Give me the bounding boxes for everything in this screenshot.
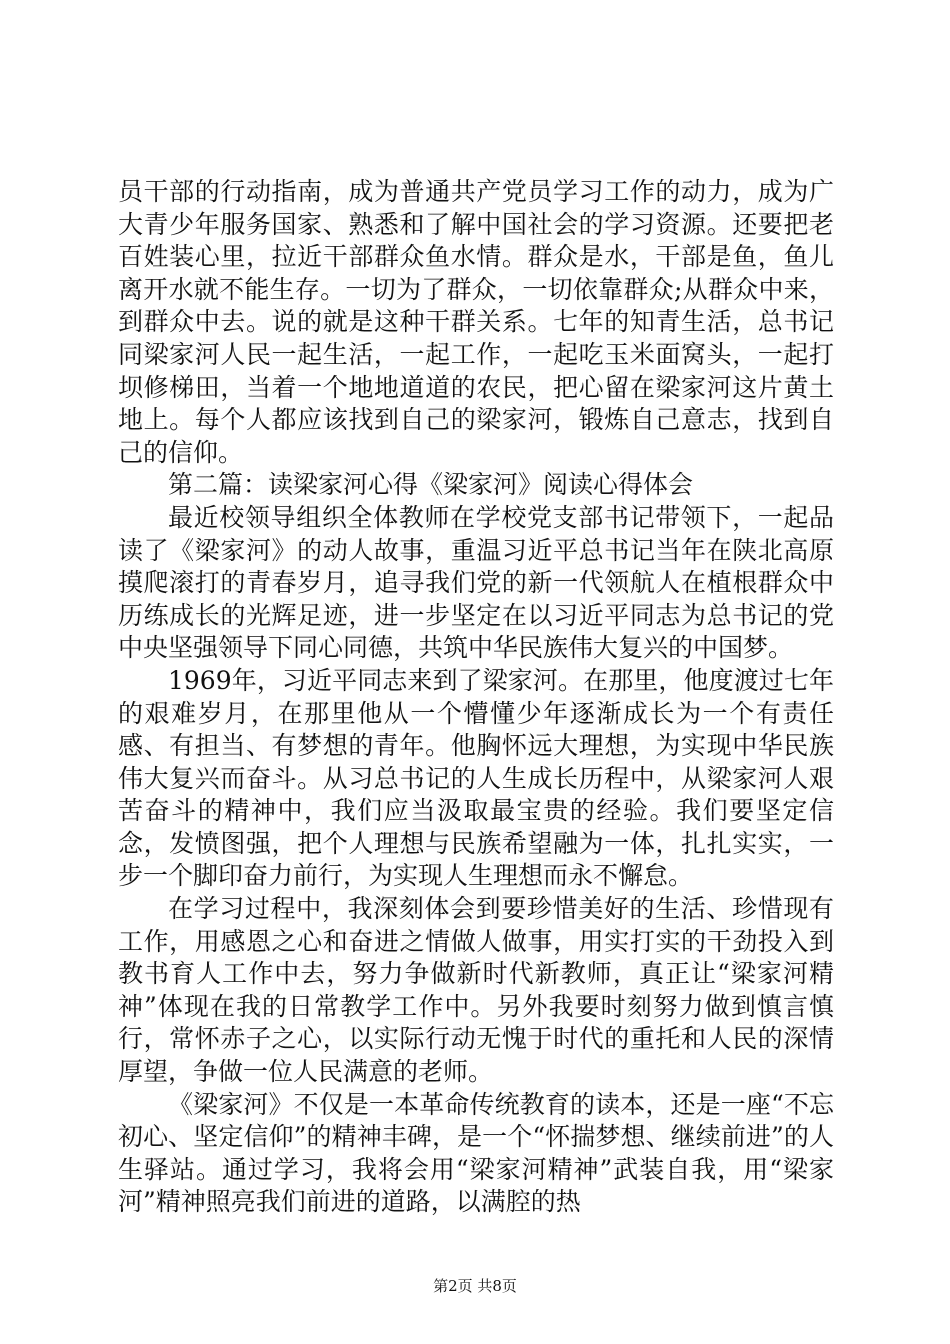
paragraph-1969: 1969年，习近平同志来到了梁家河。在那里，他度渡过七年的艰难岁月，在那里他从一个懵懂少年逐渐成长为一个有责任感、有担当、有梦想的青年。他胸怀远大理想，为实现中华民族伟大复兴而奋斗。从习总书记的人生成长历程中，从梁家河人艰苦奋斗的精神中，我们应当汲取最宝贵的经验。我们要坚定信念，发愤图强，把个人理想与民族希望融为一体，扎扎实实，一步一个脚印奋力前行，为实现人生理想而永不懈怠。 bbox=[118, 665, 834, 891]
page-footer: 第2页 共8页 bbox=[433, 1277, 517, 1295]
paragraph-continued: 员干部的行动指南，成为普通共产党员学习工作的动力，成为广大青少年服务国家、熟悉和了解中国社会的学习资源。还要把老百姓装心里，拉近干部群众鱼水情。群众是水，干部是鱼，鱼儿离开水就不能生存。一切为了群众，一切依靠群众;从群众中来，到群众中去。说的就是这种干群关系。七年的知青生活，总书记同梁家河人民一起生活，一起工作，一起吃玉米面窝头，一起打坝修梯田，当着一个地地道道的农民，把心留在梁家河这片黄土地上。每个人都应该找到自己的梁家河，锻炼自己意志，找到自己的信仰。 bbox=[118, 177, 834, 467]
section-heading: 第二篇：读梁家河心得《梁家河》阅读心得体会 bbox=[168, 470, 694, 500]
document-body bbox=[118, 176, 834, 1219]
paragraph-intro: 最近校领导组织全体教师在学校党支部书记带领下，一起品读了《梁家河》的动人故事，重温习近平总书记当年在陕北高原摸爬滚打的青春岁月，追寻我们党的新一代领航人在植根群众中历练成长的光辉足迹，进一步坚定在以习近平同志为总书记的党中央坚强领导下同心同德，共筑中华民族伟大复兴的中国梦。 bbox=[118, 502, 834, 663]
paragraph-conclusion: 《梁家河》不仅是一本革命传统教育的读本，还是一座“不忘初心、坚定信仰”的精神丰碑，是一个“怀揣梦想、继续前进”的人生驿站。通过学习，我将会用“梁家河精神”武装自我，用“梁家河”精神照亮我们前进的道路，以满腔的热 bbox=[118, 1089, 834, 1217]
paragraph-learning: 在学习过程中，我深刻体会到要珍惜美好的生活、珍惜现有工作，用感恩之心和奋进之情做人做事，用实打实的干劲投入到教书育人工作中去，努力争做新时代新教师，真正让“梁家河精神”体现在我的日常教学工作中。另外我要时刻努力做到慎言慎行，常怀赤子之心，以实际行动无愧于时代的重托和人民的深情厚望，争做一位人民满意的老师。 bbox=[118, 894, 834, 1087]
